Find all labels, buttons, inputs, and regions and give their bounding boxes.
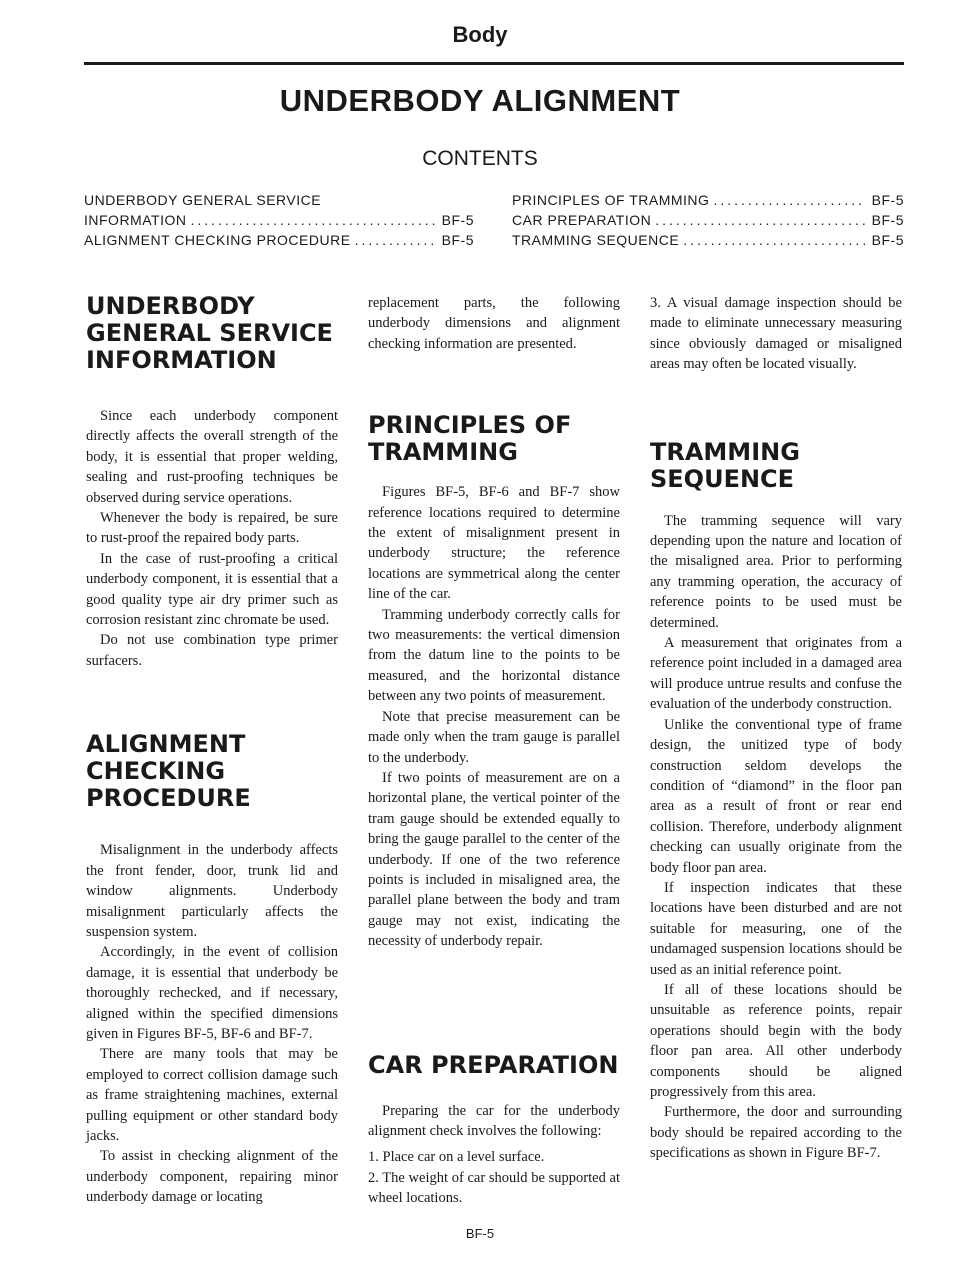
paragraph: Figures BF-5, BF-6 and BF-7 show reference locations required to determine the extent of misalignment present in underbody structure; the reference locations are symmetrical along the center line of the car. [368,484,620,603]
toc-leader [683,230,865,250]
toc-entry[interactable] [84,190,474,210]
paragraph: Furthermore, the door and surrounding body should be repaired according to the specifications as shown in Figure BF-7. [650,1104,902,1162]
running-header: Body [452,22,508,47]
paragraph: Preparing the car for the underbody alignment check involves the following: [368,1102,620,1139]
text-column-3 [650,293,902,1164]
paragraph: Accordingly, in the event of collision damage, it is essential that underbody be thoroughly rechecked, and if necessary, aligned within the specified dimensions given in Figures BF-5, BF-6 and BF-7. [86,944,338,1042]
toc-entry-page: BF-5 [871,212,904,228]
toc-entry-title: CAR PREPARATION [512,212,652,228]
toc-left-column [84,190,474,250]
paragraph: Since each underbody component directly affects the overall strength of the body, it is essential that proper welding, sealing and rust-proofing techniques be observed during service operations. [86,408,338,506]
paragraph: Unlike the conventional type of frame design, the unitized type of body construction seldom develops the condition of “diamond” in the floor pan area as a result of front or rear end collision. Therefore, underbody alignment checking can usually originate from the body floor pan area. [650,716,902,876]
paragraph: If inspection indicates that these locations have been disturbed and are not suitable for measuring, one of the undamaged suspension locations should be used as an initial reference point. [650,879,902,978]
paragraph: replacement parts, the following underbody dimensions and alignment checking information are presented. [368,295,620,352]
section-heading-car-preparation: CAR PREPARATION [368,1050,619,1079]
paragraph: Misalignment in the underbody affects the front fender, door, trunk lid and window alignments. Underbody misalignment particularly affects the suspension system. [86,842,338,940]
toc-leader [713,190,865,210]
list-item: 3. A visual damage inspection should be made to eliminate unnecessary measuring since obviously damaged or misaligned areas may often be located visually. [650,295,902,373]
toc-entry[interactable] [84,230,474,250]
paragraph: To assist in checking alignment of the underbody component, repairing minor underbody damage or locating [86,1148,338,1206]
paragraph: Do not use combination type primer surfacers. [86,632,338,669]
toc-entry-title: UNDERBODY GENERAL SERVICE [84,192,322,208]
toc-entry-page: BF-5 [441,232,474,248]
toc-entry[interactable] [512,190,904,210]
paragraph: Note that precise measurement can be made only when the tram gauge is parallel to the underbody. [368,708,620,766]
contents-heading: CONTENTS [422,147,538,170]
toc-right-column [512,190,904,250]
page-number: BF-5 [465,1226,495,1241]
section-heading-general-service: UNDERBODY GENERAL SERVICE INFORMATION [86,292,333,374]
section-heading-principles-of-tramming: PRINCIPLES OF TRAMMING [368,411,572,467]
section-heading-alignment-checking: ALIGNMENT CHECKING PROCEDURE [86,730,251,813]
paragraph: Tramming underbody correctly calls for two measurements: the vertical dimension from the datum line to the points to be measured, and the horizontal distance between any two points of measurement. [368,606,620,705]
toc-entry-title: TRAMMING SEQUENCE [512,232,680,248]
paragraph: In the case of rust-proofing a critical underbody component, it is essential that a good quality type air dry primer such as corrosion resistant zinc chromate be used. [86,550,338,629]
toc-entry-title: INFORMATION [84,212,187,228]
text-column-1 [86,293,338,1208]
toc-entry-page: BF-5 [871,192,904,208]
toc-leader [355,230,436,250]
paragraph: There are many tools that may be employed to correct collision damage such as frame straightening machines, external pulling equipment or other standard body jacks. [86,1046,338,1144]
paragraph: The tramming sequence will vary depending upon the nature and location of the misaligned area. Prior to performing any tramming operation, the accuracy of reference points to be used must be determined. [650,512,902,631]
list-item: 2. The weight of car should be supported at wheel locations. [368,1169,620,1207]
section-heading-tramming-sequence: TRAMMING SEQUENCE [650,437,800,493]
toc-entry-title: ALIGNMENT CHECKING PROCEDURE [84,232,351,248]
toc-leader [190,210,435,230]
page-title: UNDERBODY ALIGNMENT [279,83,681,118]
toc-leader [655,210,865,230]
paragraph: If two points of measurement are on a horizontal plane, the vertical pointer of the tram gauge should be extended equally to bring the gauge parallel to the center of the underbody. If one of the two reference points is included in misaligned area, the parallel plane between the body and tram gauge may not exist, indicating the necessity of underbody repair. [368,769,620,950]
toc-entry-page: BF-5 [871,232,904,248]
toc-entry[interactable] [84,210,474,230]
paragraph: Whenever the body is repaired, be sure to rust-proof the repaired body parts. [86,510,338,547]
toc-entry-title: PRINCIPLES OF TRAMMING [512,192,710,208]
paragraph: If all of these locations should be unsuitable as reference points, repair operations should begin with the body floor pan area. All other underbody components should be aligned progressively from this area. [650,981,902,1100]
text-column-2 [368,293,620,1209]
header-rule [84,62,904,65]
toc-entry-page: BF-5 [441,212,474,228]
toc-entry[interactable] [512,230,904,250]
list-item: 1. Place car on a level surface. [368,1149,545,1166]
paragraph: A measurement that originates from a reference point included in a damaged area will produce untrue results and confuse the evaluation of the underbody construction. [650,635,902,713]
toc-entry[interactable] [512,210,904,230]
